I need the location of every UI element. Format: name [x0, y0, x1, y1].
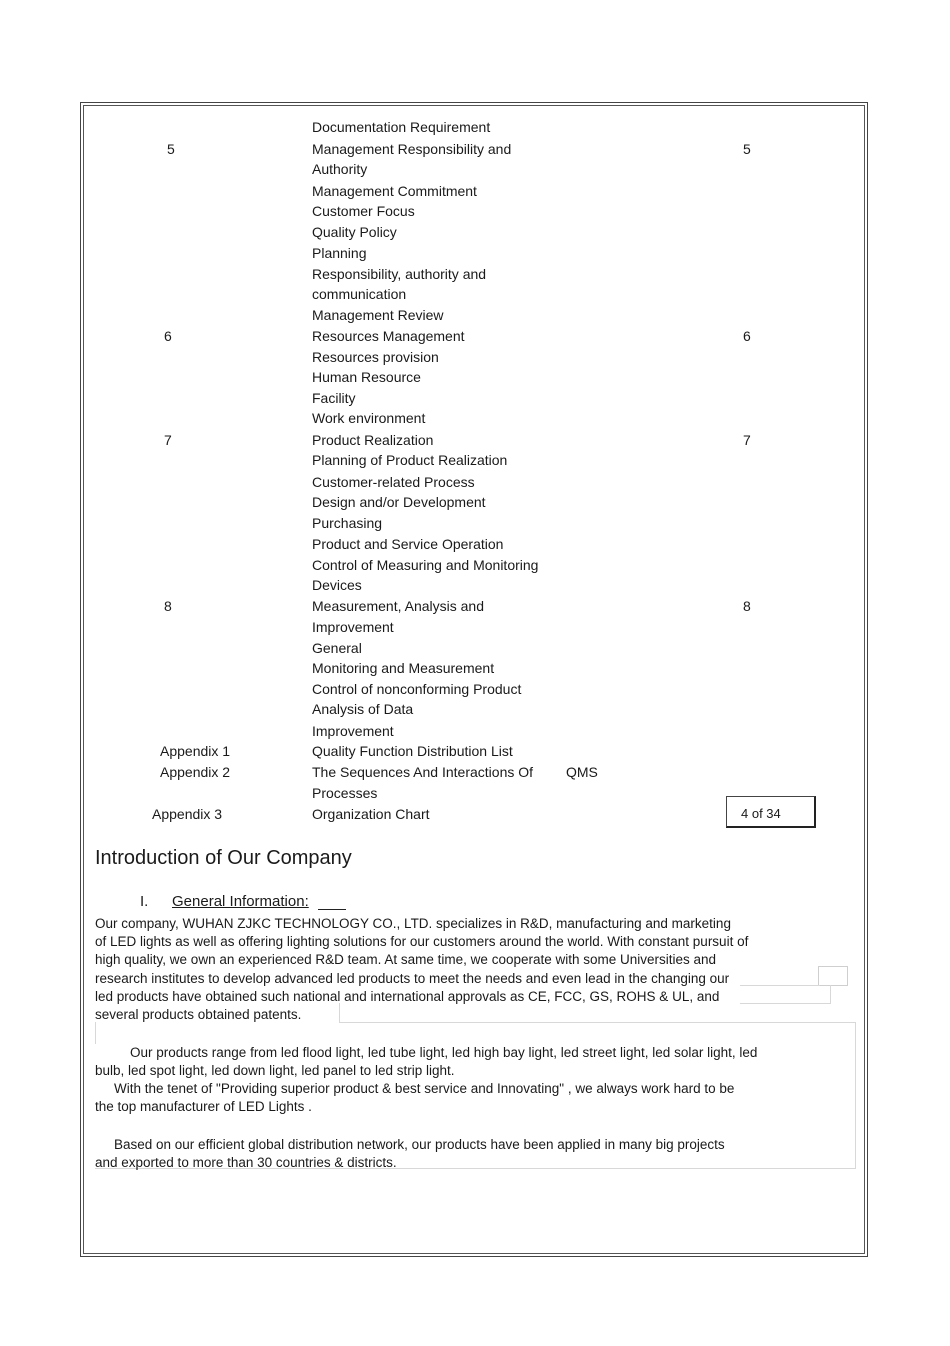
toc-item: Responsibility, authority and — [312, 266, 487, 282]
paragraph-line: led products have obtained such national and international approvals as CE, FCC, GS, ROHS & UL, and — [95, 989, 720, 1004]
paragraph-line: Based on our efficient global distribution network, our products have been applied in many big projects — [114, 1137, 725, 1152]
toc-item: Quality Function Distribution List — [312, 743, 513, 759]
scan-artifact-line — [740, 1003, 831, 1004]
toc-item: Monitoring and Measurement — [312, 660, 495, 676]
toc-item: Product and Service Operation — [312, 536, 504, 552]
toc-item: Devices — [312, 577, 362, 593]
toc-item: Authority — [312, 161, 368, 177]
paragraph-line: bulb, led spot light, led down light, led panel to led strip light. — [95, 1063, 455, 1078]
toc-appendix-label: Appendix 1 — [160, 743, 231, 759]
scan-artifact-line — [855, 1022, 856, 1168]
toc-item: Purchasing — [312, 515, 383, 531]
toc-item: Quality Policy — [312, 224, 397, 240]
toc-item: Documentation Requirement — [312, 119, 491, 135]
toc-item: Human Resource — [312, 369, 421, 385]
toc-section-number: 7 — [164, 432, 172, 448]
toc-page-number: 6 — [743, 328, 751, 344]
toc-page-number: 5 — [743, 141, 751, 157]
toc-item: Analysis of Data — [312, 701, 414, 717]
paragraph-line: Our company, WUHAN ZJKC TECHNOLOGY CO., LTD. specializes in R&D, manufacturing and marketing — [95, 916, 731, 931]
paragraph-line: Our products range from led flood light, led tube light, led high bay light, led street light, led solar light, led — [130, 1045, 758, 1060]
toc-item: Resources Management — [312, 328, 465, 344]
paragraph-line: the top manufacturer of LED Lights . — [95, 1099, 312, 1114]
toc-item: General — [312, 640, 362, 656]
scan-artifact-line — [740, 985, 820, 986]
toc-item: Planning of Product Realization — [312, 452, 508, 468]
toc-item: Management Review — [312, 307, 444, 323]
toc-item: Control of nonconforming Product — [312, 681, 522, 697]
paragraph-line: research institutes to develop advanced led products to meet the needs and even lead in the changing our — [95, 971, 730, 986]
toc-item: Customer Focus — [312, 203, 415, 219]
toc-appendix-label: Appendix 2 — [160, 764, 231, 780]
toc-item: Measurement, Analysis and — [312, 598, 484, 614]
toc-item: Resources provision — [312, 349, 439, 365]
toc-item: Improvement — [312, 723, 394, 739]
toc-item: Processes — [312, 785, 378, 801]
scan-artifact-line — [95, 1022, 96, 1044]
paragraph-line: of LED lights as well as offering lighting solutions for our customers around the world. With constant pursuit of — [95, 934, 749, 949]
toc-appendix-label: Appendix 3 — [152, 806, 223, 822]
toc-item: Management Commitment — [312, 183, 477, 199]
toc-item: Control of Measuring and Monitoring — [312, 557, 539, 573]
page-heading: Introduction of Our Company — [95, 847, 352, 869]
toc-item: communication — [312, 286, 407, 302]
toc-item: Customer-related Process — [312, 474, 475, 490]
section-title-underline — [318, 909, 346, 910]
section-title: General Information: — [172, 893, 309, 910]
toc-section-number: 8 — [164, 598, 172, 614]
paragraph-line: several products obtained patents. — [95, 1007, 302, 1022]
toc-item: The Sequences And Interactions Of — [312, 764, 534, 780]
toc-item: Organization Chart — [312, 806, 430, 822]
toc-item: Product Realization — [312, 432, 434, 448]
scan-artifact-box — [818, 966, 848, 986]
toc-item: Design and/or Development — [312, 494, 486, 510]
toc-page-number: 7 — [743, 432, 751, 448]
toc-item: Facility — [312, 390, 356, 406]
paragraph-line: and exported to more than 30 countries & districts. — [95, 1155, 397, 1170]
section-number: I. — [140, 893, 149, 910]
page-number: 4 of 34 — [741, 806, 781, 821]
page-number-box — [726, 796, 816, 828]
toc-section-number: 5 — [167, 141, 175, 157]
paragraph-line: high quality, we own an experienced R&D team. At same time, we cooperate with some Universities and — [95, 952, 717, 967]
scan-artifact-line — [339, 1022, 856, 1023]
toc-item: Improvement — [312, 619, 394, 635]
toc-item: Work environment — [312, 410, 426, 426]
toc-item: Management Responsibility and — [312, 141, 512, 157]
toc-item: Planning — [312, 245, 367, 261]
toc-page-number: 8 — [743, 598, 751, 614]
toc-item-extra: QMS — [566, 764, 598, 780]
toc-section-number: 6 — [164, 328, 172, 344]
paragraph-line: With the tenet of "Providing superior product & best service and Innovating" , we always work hard to be — [114, 1081, 735, 1096]
scan-artifact-line — [830, 985, 831, 1003]
